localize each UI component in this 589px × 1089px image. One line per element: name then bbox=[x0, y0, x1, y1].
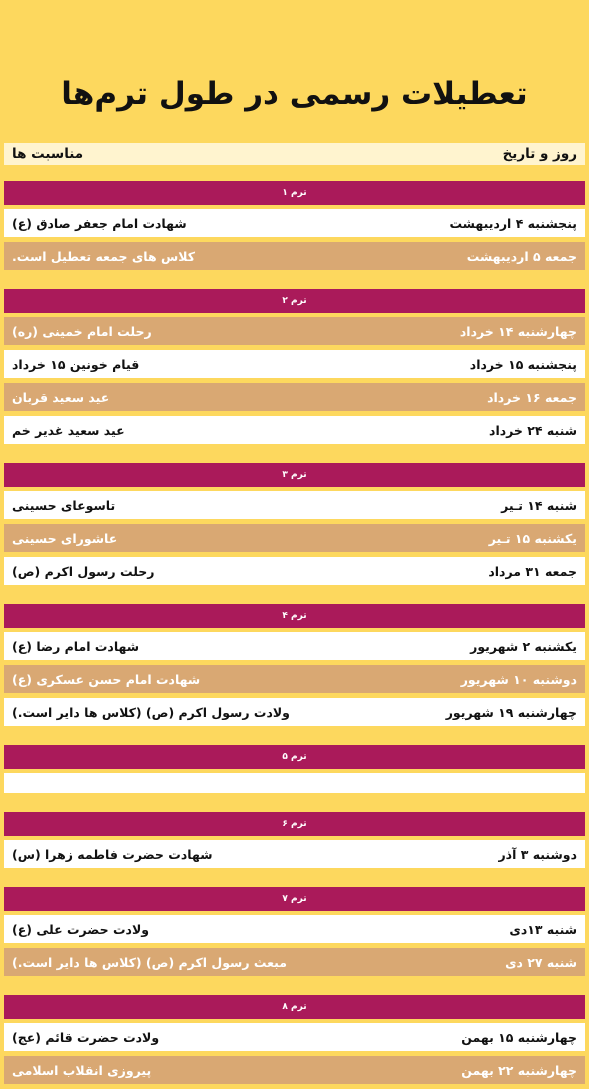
holiday-date: پنجشنبه ۴ اردیبهشت bbox=[449, 215, 577, 231]
holiday-occasion: عاشورای حسینی bbox=[12, 530, 118, 546]
holiday-occasion: عید سعید غدیر خم bbox=[12, 422, 125, 438]
holiday-date: یکشنبه ۲ شهریور bbox=[470, 638, 577, 654]
holiday-row bbox=[4, 1023, 585, 1051]
holiday-row bbox=[4, 948, 585, 976]
date-column-header: روز و تاریخ bbox=[502, 146, 577, 162]
holiday-occasion: شهادت امام جعفر صادق (ع) bbox=[12, 215, 187, 231]
holiday-row bbox=[4, 915, 585, 943]
holiday-occasion: رحلت امام خمینی (ره) bbox=[12, 323, 152, 339]
holiday-row bbox=[4, 317, 585, 345]
holiday-occasion: شهادت امام حسن عسکری (ع) bbox=[12, 671, 201, 687]
holiday-date: شنبه ۲۷ دی bbox=[505, 954, 577, 970]
holiday-row bbox=[4, 698, 585, 726]
holiday-occasion: رحلت رسول اکرم (ص) bbox=[12, 563, 155, 579]
holiday-list bbox=[4, 181, 585, 1089]
holiday-row bbox=[4, 350, 585, 378]
holiday-occasion: کلاس های جمعه تعطیل است. bbox=[12, 248, 196, 264]
term-header: ترم ۱ bbox=[4, 181, 585, 205]
holiday-row bbox=[4, 209, 585, 237]
holiday-date: چهارشنبه ۱۴ خرداد bbox=[459, 323, 577, 339]
holiday-row bbox=[4, 524, 585, 552]
holiday-row bbox=[4, 557, 585, 585]
holiday-row bbox=[4, 665, 585, 693]
term-spacer bbox=[4, 590, 585, 604]
term-spacer bbox=[4, 798, 585, 812]
holiday-date: پنجشنبه ۱۵ خرداد bbox=[469, 356, 577, 372]
holiday-date: چهارشنبه ۲۲ بهمن bbox=[461, 1062, 577, 1078]
event-column-header: مناسبت ها bbox=[12, 146, 84, 162]
term-header: ترم ۸ bbox=[4, 995, 585, 1019]
term-header: ترم ۳ bbox=[4, 463, 585, 487]
holiday-row bbox=[4, 491, 585, 519]
holiday-occasion: پیروزی انقلاب اسلامی bbox=[12, 1062, 152, 1078]
holiday-date: شنبه ۱۴ تـیر bbox=[501, 497, 577, 513]
holiday-date: چهارشنبه ۱۹ شهریور bbox=[445, 704, 577, 720]
term-header: ترم ۲ bbox=[4, 289, 585, 313]
holiday-row bbox=[4, 383, 585, 411]
holiday-row bbox=[4, 632, 585, 660]
holiday-occasion: عید سعید قربان bbox=[12, 389, 110, 405]
holiday-date: جمعه ۳۱ مرداد bbox=[488, 563, 577, 579]
holiday-row bbox=[4, 416, 585, 444]
term-header: ترم ۴ bbox=[4, 604, 585, 628]
holiday-date: جمعه ۵ اردیبهشت bbox=[466, 248, 577, 264]
holiday-date: دوشنبه ۳ آذر bbox=[498, 846, 577, 862]
term-header: ترم ۷ bbox=[4, 887, 585, 911]
term-spacer bbox=[4, 873, 585, 887]
table-header bbox=[4, 143, 585, 165]
holiday-occasion: شهادت امام رضا (ع) bbox=[12, 638, 140, 654]
holiday-occasion: ولادت رسول اکرم (ص) (کلاس ها دایر است.) bbox=[12, 704, 290, 720]
holiday-date: جمعه ۱۶ خرداد bbox=[487, 389, 577, 405]
term-spacer bbox=[4, 275, 585, 289]
page-title: تعطیلات رسمی در طول ترم‌ها bbox=[61, 76, 528, 112]
holiday-date: چهارشنبه ۱۵ بهمن bbox=[461, 1029, 577, 1045]
holiday-occasion: تاسوعای حسینی bbox=[12, 497, 116, 513]
term-header: ترم ۵ bbox=[4, 745, 585, 769]
holiday-date: یکشنبه ۱۵ تـیر bbox=[488, 530, 577, 546]
empty-row bbox=[4, 773, 585, 793]
holiday-date: شنبه ۲۴ خرداد bbox=[489, 422, 577, 438]
holiday-occasion: ولادت حضرت قائم (عج) bbox=[12, 1029, 160, 1045]
holiday-row bbox=[4, 1056, 585, 1084]
holiday-occasion: قیام خونین ۱۵ خرداد bbox=[12, 356, 140, 372]
holiday-date: شنبه ۱۳دی bbox=[509, 921, 577, 937]
holiday-row bbox=[4, 242, 585, 270]
holiday-date: دوشنبه ۱۰ شهریور bbox=[460, 671, 577, 687]
term-spacer bbox=[4, 731, 585, 745]
term-header: ترم ۶ bbox=[4, 812, 585, 836]
holiday-row bbox=[4, 840, 585, 868]
term-spacer bbox=[4, 981, 585, 995]
holiday-occasion: مبعث رسول اکرم (ص) (کلاس ها دایر است.) bbox=[12, 954, 288, 970]
term-spacer bbox=[4, 449, 585, 463]
holiday-occasion: شهادت حضرت فاطمه زهرا (س) bbox=[12, 846, 213, 862]
holiday-occasion: ولادت حضرت علی (ع) bbox=[12, 921, 150, 937]
